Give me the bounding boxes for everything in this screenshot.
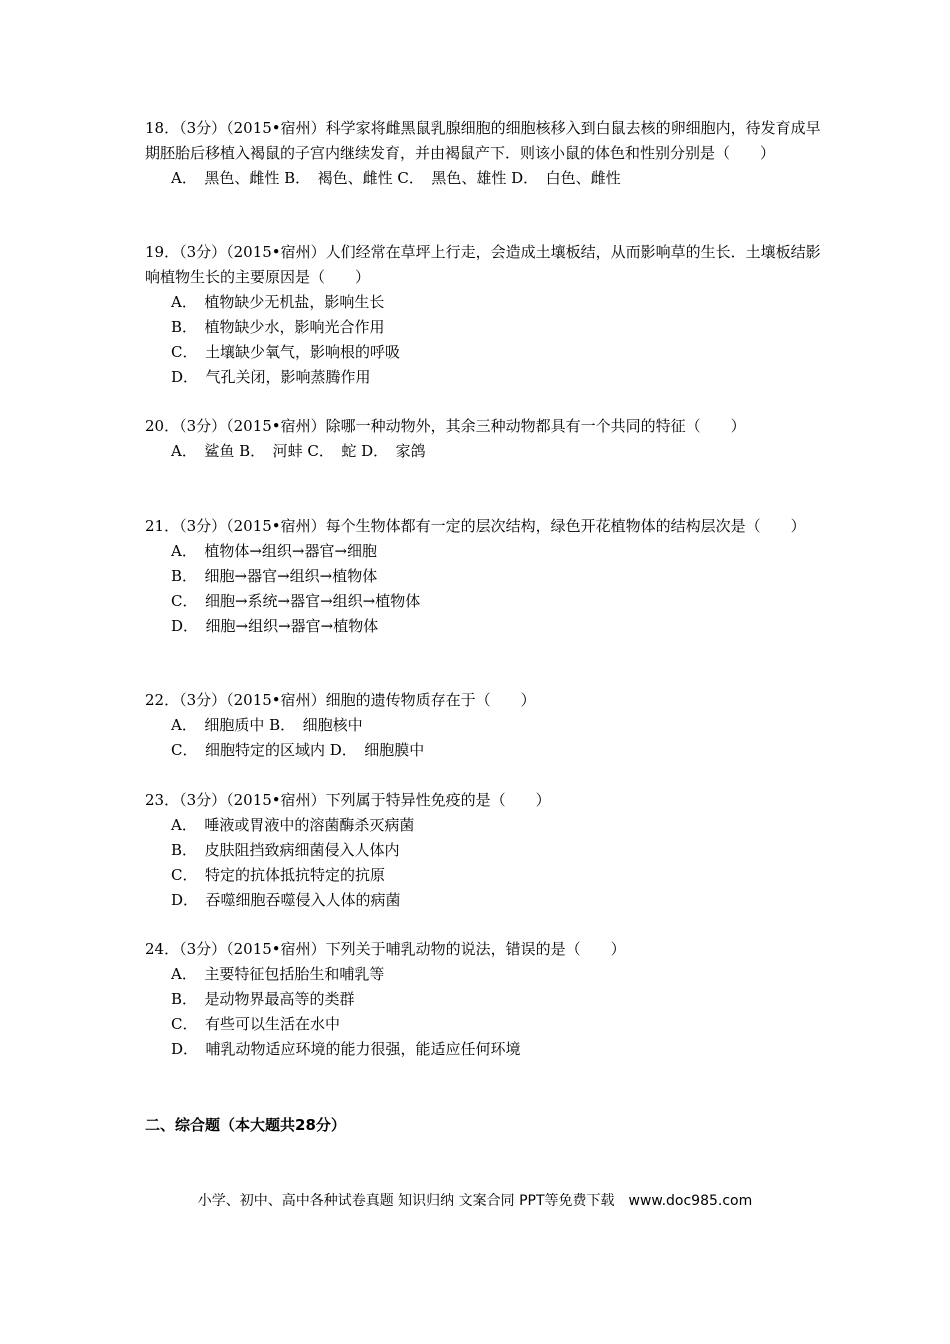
question-21 bbox=[145, 514, 825, 639]
question-text: 19．（3分）（2015•宿州）人们经常在草坪上行走，会造成土壤板结，从而影响草的生长．土壤板结影响植物生长的主要原因是（ ） bbox=[145, 243, 821, 286]
question-text: 24．（3分）（2015•宿州）下列关于哺乳动物的说法，错误的是（ ） bbox=[145, 940, 626, 958]
question-option: C． 特定的抗体抵抗特定的抗原 bbox=[171, 866, 385, 884]
question-option: A． 唾液或胃液中的溶菌酶杀灭病菌 bbox=[171, 816, 415, 834]
footer-text: 小学、初中、高中各种试卷真题 知识归纳 文案合同 PPT等免费下载 www.doc985.com bbox=[197, 1193, 753, 1209]
question-23 bbox=[145, 788, 825, 913]
question-22 bbox=[145, 688, 825, 763]
question-19 bbox=[145, 240, 825, 390]
question-text: 22．（3分）（2015•宿州）细胞的遗传物质存在于（ ） bbox=[145, 691, 536, 709]
question-text: 20．（3分）（2015•宿州）除哪一种动物外，其余三种动物都具有一个共同的特征（ ） bbox=[145, 417, 746, 435]
question-option: C． 土壤缺少氧气，影响根的呼吸 bbox=[171, 343, 400, 361]
question-24 bbox=[145, 937, 825, 1062]
question-option: A． 黑色、雌性 B． 褐色、雌性 C． 黑色、雄性 D． 白色、雌性 bbox=[171, 169, 621, 187]
question-text: 23．（3分）（2015•宿州）下列属于特异性免疫的是（ ） bbox=[145, 791, 551, 809]
question-option: A． 细胞质中 B． 细胞核中 bbox=[171, 716, 363, 734]
question-option: C． 细胞→系统→器官→组织→植物体 bbox=[171, 592, 421, 610]
question-option: B． 植物缺少水，影响光合作用 bbox=[171, 318, 385, 336]
question-text: 21．（3分）（2015•宿州）每个生物体都有一定的层次结构，绿色开花植物体的结构层次是（ ） bbox=[145, 517, 806, 535]
question-option: B． 细胞→器官→组织→植物体 bbox=[171, 567, 378, 585]
question-option: D． 吞噬细胞吞噬侵入人体的病菌 bbox=[171, 891, 401, 909]
question-option: A． 植物缺少无机盐，影响生长 bbox=[171, 293, 385, 311]
question-option: D． 哺乳动物适应环境的能力很强，能适应任何环境 bbox=[171, 1040, 521, 1058]
question-option: C． 有些可以生活在水中 bbox=[171, 1015, 340, 1033]
section-title: 二、综合题（本大题共28分） bbox=[145, 1116, 346, 1134]
question-option: A． 植物体→组织→器官→细胞 bbox=[171, 542, 378, 560]
question-option: D． 细胞→组织→器官→植物体 bbox=[171, 617, 379, 635]
question-option: C． 细胞特定的区域内 D． 细胞膜中 bbox=[171, 741, 425, 759]
question-option: A． 主要特征包括胎生和哺乳等 bbox=[171, 965, 385, 983]
question-18 bbox=[145, 116, 825, 191]
question-option: A． 鲨鱼 B． 河蚌 C． 蛇 D． 家鸽 bbox=[171, 442, 426, 460]
question-20 bbox=[145, 414, 825, 464]
question-option: B． 皮肤阻挡致病细菌侵入人体内 bbox=[171, 841, 400, 859]
question-text: 18．（3分）（2015•宿州）科学家将雌黑鼠乳腺细胞的细胞核移入到白鼠去核的卵细胞内，待发育成早期胚胎后移植入褐鼠的子宫内继续发育，并由褐鼠产下．则该小鼠的体色和性别分别是（ ） bbox=[145, 119, 821, 162]
question-option: B． 是动物界最高等的类群 bbox=[171, 990, 355, 1008]
question-option: D． 气孔关闭，影响蒸腾作用 bbox=[171, 368, 371, 386]
